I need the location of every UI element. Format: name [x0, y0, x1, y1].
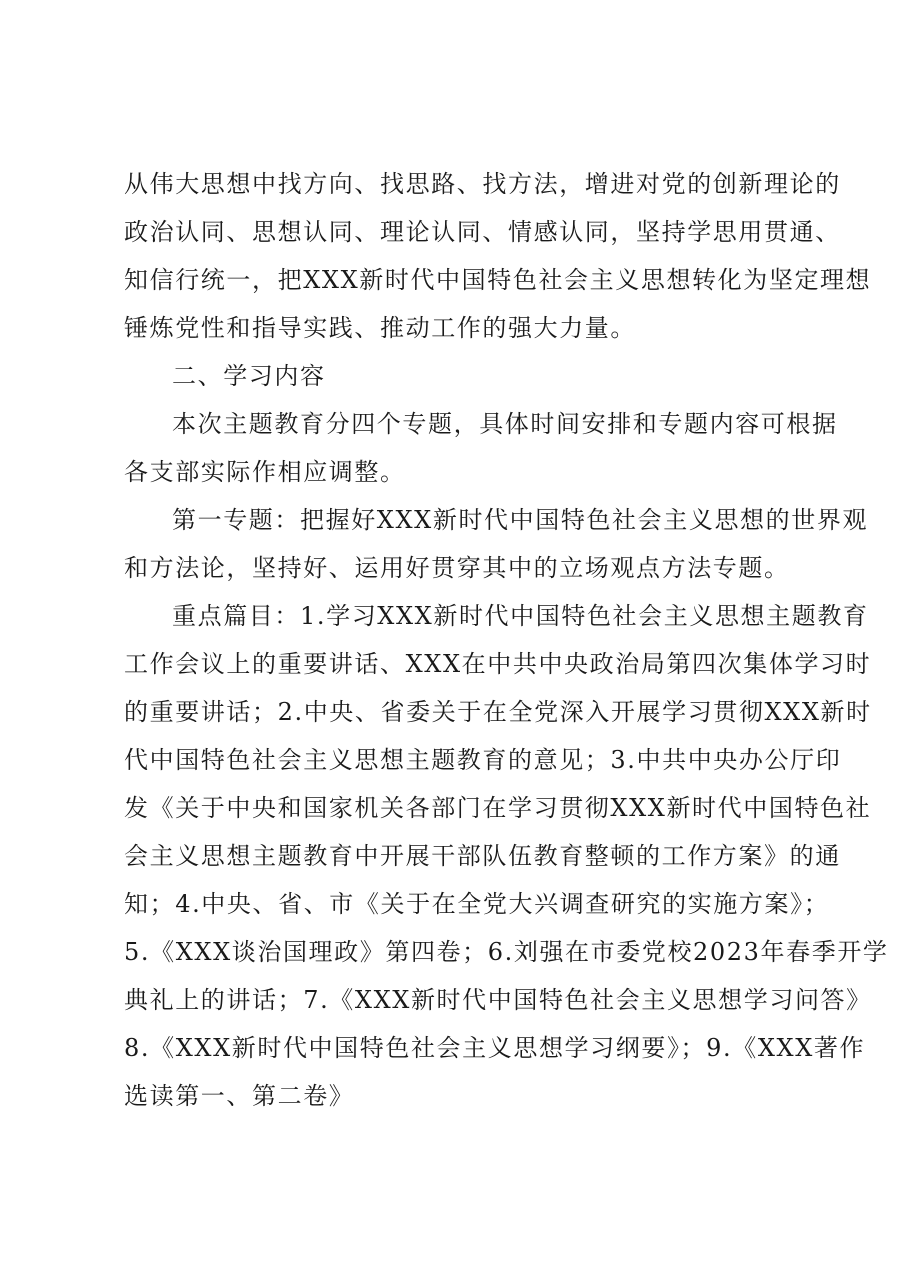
text-line: 5.《XXX谈治国理政》第四卷；6.刘强在市委党校2023年春季开学	[124, 938, 889, 966]
paragraph-start-line: 第一专题：把握好XXX新时代中国特色社会主义思想的世界观	[172, 506, 869, 534]
text-line: 政治认同、思想认同、理论认同、情感认同，坚持学思用贯通、	[124, 218, 841, 246]
text-line: 发《关于中央和国家机关各部门在学习贯彻XXX新时代中国特色社	[124, 794, 872, 822]
paragraph-start-line: 重点篇目：1.学习XXX新时代中国特色社会主义思想主题教育	[172, 602, 869, 630]
paragraph-start-line: 本次主题教育分四个专题，具体时间安排和专题内容可根据	[172, 410, 838, 438]
text-line: 代中国特色社会主义思想主题教育的意见；3.中共中央办公厅印	[124, 746, 842, 774]
text-line: 工作会议上的重要讲话、XXX在中共中央政治局第四次集体学习时	[124, 650, 872, 678]
text-line: 8.《XXX新时代中国特色社会主义思想学习纲要》；9.《XXX著作	[124, 1034, 866, 1062]
text-line: 会主义思想主题教育中开展干部队伍教育整顿的工作方案》的通	[124, 842, 841, 870]
text-line: 各支部实际作相应调整。	[124, 458, 406, 486]
text-line: 和方法论，坚持好、运用好贯穿其中的立场观点方法专题。	[124, 554, 790, 582]
text-line: 锤炼党性和指导实践、推动工作的强大力量。	[124, 314, 636, 342]
text-line: 知信行统一，把XXX新时代中国特色社会主义思想转化为坚定理想	[124, 266, 872, 294]
text-line: 选读第一、第二卷》	[124, 1082, 355, 1110]
text-line: 从伟大思想中找方向、找思路、找方法，增进对党的创新理论的	[124, 170, 841, 198]
document-body	[124, 160, 889, 1120]
text-line: 典礼上的讲话；7.《XXX新时代中国特色社会主义思想学习问答》	[124, 986, 872, 1014]
section-heading: 二、学习内容	[172, 362, 326, 390]
text-line: 知；4.中央、省、市《关于在全党大兴调查研究的实施方案》；	[124, 890, 830, 918]
text-line: 的重要讲话；2.中央、省委关于在全党深入开展学习贯彻XXX新时	[124, 698, 872, 726]
